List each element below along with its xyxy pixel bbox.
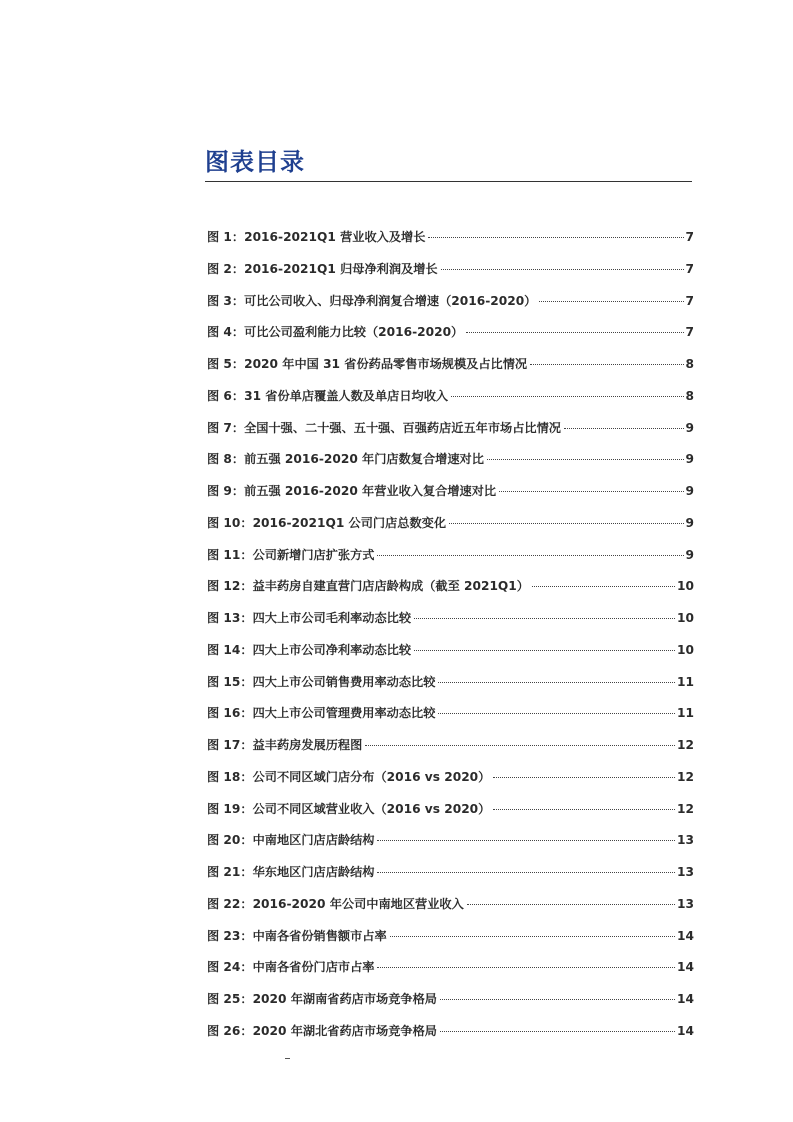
toc-entry[interactable] <box>207 258 694 290</box>
dot-leader <box>493 776 675 778</box>
toc-entry[interactable] <box>207 734 694 766</box>
dot-leader <box>390 935 675 937</box>
toc-entry-title: 图 10：2016-2021Q1 公司门店总数变化 <box>207 515 447 530</box>
dot-leader <box>377 839 675 841</box>
toc-entry-title: 图 21：华东地区门店店龄结构 <box>207 865 375 879</box>
toc-entry-title: 图 12：益丰药房自建直营门店店龄构成（截至 2021Q1） <box>207 579 529 594</box>
toc-entry-title: 图 19：公司不同区域营业收入（2016 vs 2020） <box>207 801 491 816</box>
toc-entry-page-number: 13 <box>677 833 694 848</box>
toc-entry-page-number: 12 <box>677 738 694 752</box>
toc-entry-title: 图 5：2020 年中国 31 省份药品零售市场规模及占比情况 <box>207 357 528 371</box>
toc-entry[interactable] <box>207 766 694 798</box>
toc-entry-page-number: 12 <box>677 769 694 784</box>
toc-entry-title: 图 11：公司新增门店扩张方式 <box>207 547 375 562</box>
dot-leader <box>467 903 675 905</box>
toc-entry-page-number: 7 <box>685 325 694 340</box>
dot-leader <box>377 554 683 556</box>
toc-entry-page-number: 14 <box>677 960 694 975</box>
toc-entry[interactable] <box>207 639 694 671</box>
toc-entry[interactable] <box>207 798 694 830</box>
toc-entry[interactable] <box>207 671 694 703</box>
dot-leader <box>449 522 683 524</box>
toc-entry-page-number: 8 <box>685 388 694 403</box>
toc-entry-title: 图 2：2016-2021Q1 归母净利润及增长 <box>207 261 438 276</box>
toc-entry-page-number: 12 <box>677 801 694 816</box>
toc-entry[interactable] <box>207 448 694 480</box>
toc-entry[interactable] <box>207 575 694 607</box>
toc-entry[interactable] <box>207 988 694 1020</box>
toc-entry[interactable] <box>207 1020 694 1052</box>
dot-leader <box>532 585 675 587</box>
toc-entry-page-number: 13 <box>677 865 694 879</box>
dot-leader <box>466 331 683 333</box>
toc-entry-page-number: 9 <box>685 547 694 562</box>
toc-entry-title: 图 20：中南地区门店店龄结构 <box>207 833 375 848</box>
dot-leader <box>414 649 675 651</box>
toc-entry-title: 图 9：前五强 2016-2020 年营业收入复合增速对比 <box>207 484 497 498</box>
toc-entry[interactable] <box>207 956 694 988</box>
toc-entry[interactable] <box>207 544 694 576</box>
toc-entry-page-number: 9 <box>685 452 694 467</box>
toc-entry[interactable] <box>207 893 694 925</box>
toc-entry[interactable] <box>207 353 694 385</box>
table-of-figures <box>207 226 694 1052</box>
toc-entry-title: 图 8：前五强 2016-2020 年门店数复合增速对比 <box>207 452 484 467</box>
toc-entry-page-number: 7 <box>685 261 694 276</box>
dot-leader <box>499 490 683 492</box>
footer-mark <box>285 1058 290 1059</box>
toc-entry-page-number: 9 <box>685 484 694 498</box>
toc-entry[interactable] <box>207 702 694 734</box>
toc-entry[interactable] <box>207 607 694 639</box>
toc-entry-title: 图 23：中南各省份销售额市占率 <box>207 928 387 943</box>
toc-entry-page-number: 14 <box>677 1023 694 1038</box>
dot-leader <box>493 808 675 810</box>
toc-entry-page-number: 9 <box>685 515 694 530</box>
dot-leader <box>530 363 683 365</box>
dot-leader <box>377 871 675 873</box>
toc-entry-page-number: 11 <box>677 706 694 721</box>
dot-leader <box>428 236 683 238</box>
toc-entry-title: 图 18：公司不同区域门店分布（2016 vs 2020） <box>207 769 491 784</box>
toc-entry-title: 图 13：四大上市公司毛利率动态比较 <box>207 611 412 625</box>
toc-entry-title: 图 15：四大上市公司销售费用率动态比较 <box>207 674 436 689</box>
dot-leader <box>365 744 675 746</box>
toc-entry-title: 图 14：四大上市公司净利率动态比较 <box>207 642 412 657</box>
dot-leader <box>414 617 675 619</box>
toc-entry[interactable] <box>207 480 694 512</box>
toc-entry-page-number: 9 <box>685 420 694 435</box>
dot-leader <box>539 300 683 302</box>
toc-entry[interactable] <box>207 417 694 449</box>
dot-leader <box>440 998 675 1000</box>
toc-entry[interactable] <box>207 512 694 544</box>
toc-entry-page-number: 14 <box>677 928 694 943</box>
toc-entry[interactable] <box>207 861 694 893</box>
toc-entry[interactable] <box>207 290 694 322</box>
toc-entry-title: 图 4：可比公司盈利能力比较（2016-2020） <box>207 325 464 340</box>
toc-entry-page-number: 7 <box>685 293 694 308</box>
dot-leader <box>451 395 683 397</box>
toc-entry-title: 图 16：四大上市公司管理费用率动态比较 <box>207 706 436 721</box>
dot-leader <box>438 712 675 714</box>
toc-entry-title: 图 24：中南各省份门店市占率 <box>207 960 375 975</box>
title-divider <box>205 181 692 182</box>
dot-leader <box>438 681 675 683</box>
toc-entry-title: 图 17：益丰药房发展历程图 <box>207 738 363 752</box>
toc-entry-title: 图 7：全国十强、二十强、五十强、百强药店近五年市场占比情况 <box>207 420 561 435</box>
toc-entry-page-number: 13 <box>677 896 694 911</box>
toc-entry-title: 图 1：2016-2021Q1 营业收入及增长 <box>207 230 426 244</box>
toc-entry[interactable] <box>207 321 694 353</box>
toc-entry-title: 图 22：2016-2020 年公司中南地区营业收入 <box>207 896 464 911</box>
dot-leader <box>564 427 684 429</box>
dot-leader <box>441 268 684 270</box>
toc-entry-page-number: 8 <box>685 357 694 371</box>
toc-entry-page-number: 14 <box>677 992 694 1006</box>
toc-entry[interactable] <box>207 385 694 417</box>
toc-entry-page-number: 7 <box>685 230 694 244</box>
dot-leader <box>487 458 684 460</box>
page-title: 图表目录 <box>205 148 305 176</box>
toc-entry-title: 图 6：31 省份单店覆盖人数及单店日均收入 <box>207 388 449 403</box>
toc-entry-page-number: 10 <box>677 611 694 625</box>
toc-entry[interactable] <box>207 226 694 258</box>
toc-entry-page-number: 10 <box>677 579 694 594</box>
dot-leader <box>377 966 675 968</box>
toc-entry[interactable] <box>207 925 694 957</box>
dot-leader <box>440 1030 675 1032</box>
toc-entry-title: 图 25：2020 年湖南省药店市场竞争格局 <box>207 992 437 1006</box>
toc-entry[interactable] <box>207 829 694 861</box>
toc-entry-title: 图 3：可比公司收入、归母净利润复合增速（2016-2020） <box>207 293 537 308</box>
toc-entry-title: 图 26：2020 年湖北省药店市场竞争格局 <box>207 1023 437 1038</box>
toc-entry-page-number: 11 <box>677 674 694 689</box>
toc-entry-page-number: 10 <box>677 642 694 657</box>
